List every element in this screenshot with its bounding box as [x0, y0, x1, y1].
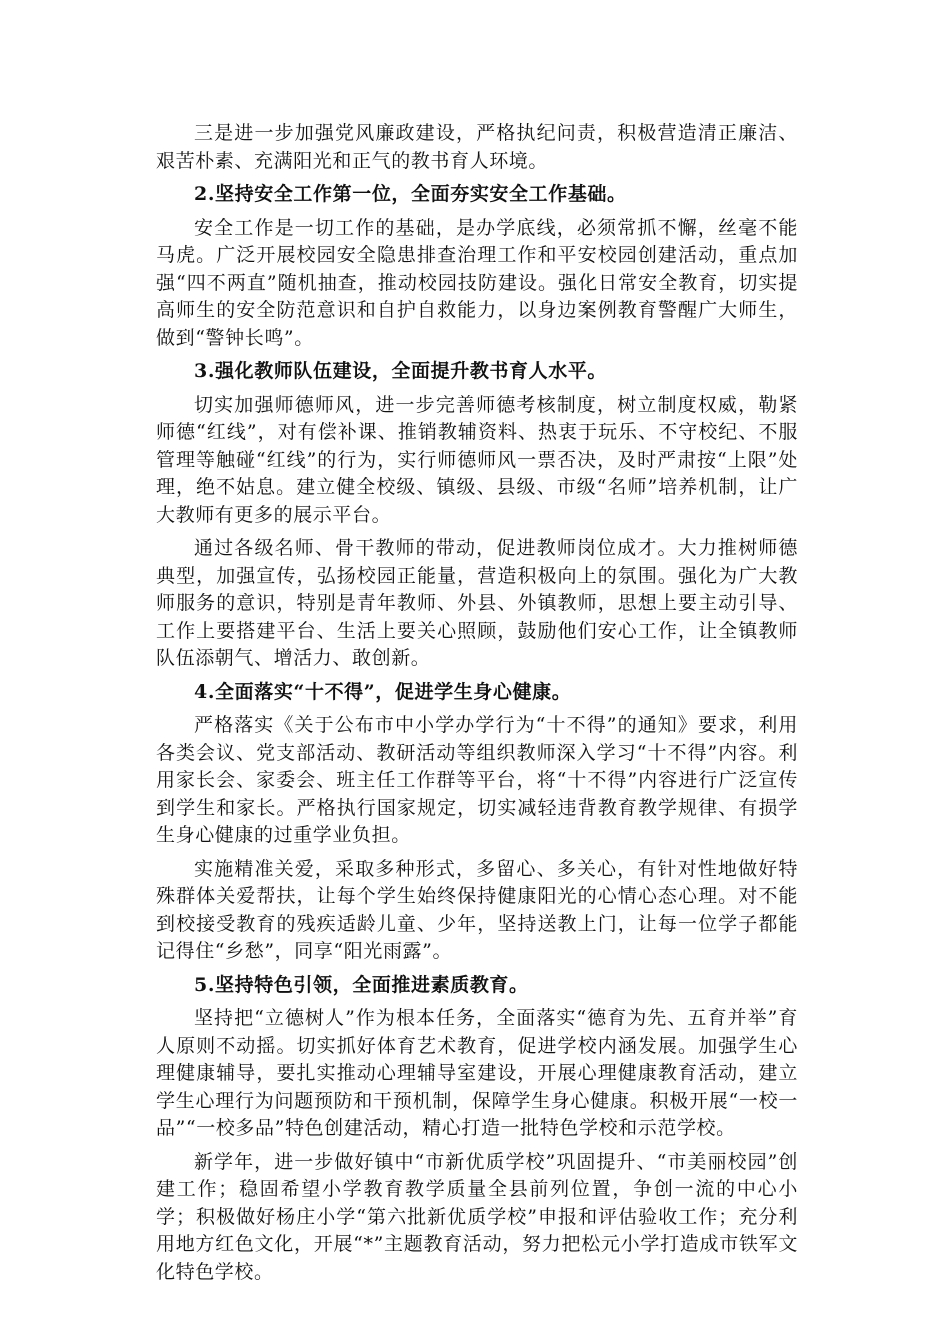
paragraph: 切实加强师德师风，进一步完善师德考核制度，树立制度权威，勒紧师德“红线”，对有偿补课、推销教辅资料、热衷于玩乐、不守校纪、不服管理等触碰“红线”的行为，实行师德师风一票否决，及时严肃按“上限”处理，绝不姑息。建立健全校级、镇级、县级、市级“名师”培养机制，让广大教师有更多的展示平台。: [156, 393, 798, 526]
document-body: [156, 120, 798, 1292]
section-heading: 2.坚持安全工作第一位，全面夯实安全工作基础。: [194, 183, 627, 205]
section-heading: 5.坚持特色引领，全面推进素质教育。: [194, 973, 529, 996]
paragraph: 安全工作是一切工作的基础，是办学底线，必须常抓不懈，丝毫不能马虎。广泛开展校园安全隐患排查治理工作和平安校园创建活动，重点加强“四不两直”随机抽查，推动校园技防建设。强化日常安全教育，切实提高师生的安全防范意识和自护自救能力，以身边案例教育警醒广大师生，做到“警钟长鸣”。: [156, 216, 798, 349]
section-heading: 4.全面落实“十不得”，促进学生身心健康。: [194, 680, 572, 703]
section-heading: 3.强化教师队伍建设，全面提升教书育人水平。: [194, 360, 608, 382]
paragraph: 三是进一步加强党风廉政建设，严格执纪问责，积极营造清正廉洁、艰苦朴素、充满阳光和正气的教书育人环境。: [156, 122, 798, 172]
paragraph: 通过各级名师、骨干教师的带动，促进教师岗位成才。大力推树师德典型，加强宣传，弘扬校园正能量，营造积极向上的氛围。强化为广大教师服务的意识，特别是青年教师、外县、外镇教师，思想上要主动引导、工作上要搭建平台、生活上要关心照顾，鼓励他们安心工作，让全镇教师队伍添朝气、增活力、敢创新。: [156, 537, 798, 669]
paragraph: 实施精准关爱，采取多种形式，多留心、多关心，有针对性地做好特殊群体关爱帮扶，让每个学生始终保持健康阳光的心情心态心理。对不能到校接受教育的残疾适龄儿童、少年，坚持送教上门，让每一位学子都能记得住“乡愁”，同享“阳光雨露”。: [156, 857, 798, 962]
paragraph: 新学年，进一步做好镇中“市新优质学校”巩固提升、“市美丽校园”创建工作；稳固希望小学教育教学质量全县前列位置，争创一流的中心小学；积极做好杨庄小学“第六批新优质学校”申报和评估验收工作；充分利用地方红色文化，开展“*”主题教育活动，努力把松元小学打造成市铁军文化特色学校。: [156, 1150, 798, 1283]
paragraph: 严格落实《关于公布市中小学办学行为“十不得”的通知》要求，利用各类会议、党支部活动、教研活动等组织教师深入学习“十不得”内容。利用家长会、家委会、班主任工作群等平台，将“十不得”内容进行广泛宣传到学生和家长。严格执行国家规定，切实减轻违背教育教学规律、有损学生身心健康的过重学业负担。: [156, 714, 798, 846]
paragraph: 坚持把“立德树人”作为根本任务，全面落实“德育为先、五育并举”育人原则不动摇。切实抓好体育艺术教育，促进学校内涵发展。加强学生心理健康辅导，要扎实推动心理辅导室建设，开展心理健康教育活动，建立学生心理行为问题预防和干预机制，保障学生身心健康。积极开展“一校一品”“一校多品”特色创建活动，精心打造一批特色学校和示范学校。: [156, 1007, 798, 1139]
